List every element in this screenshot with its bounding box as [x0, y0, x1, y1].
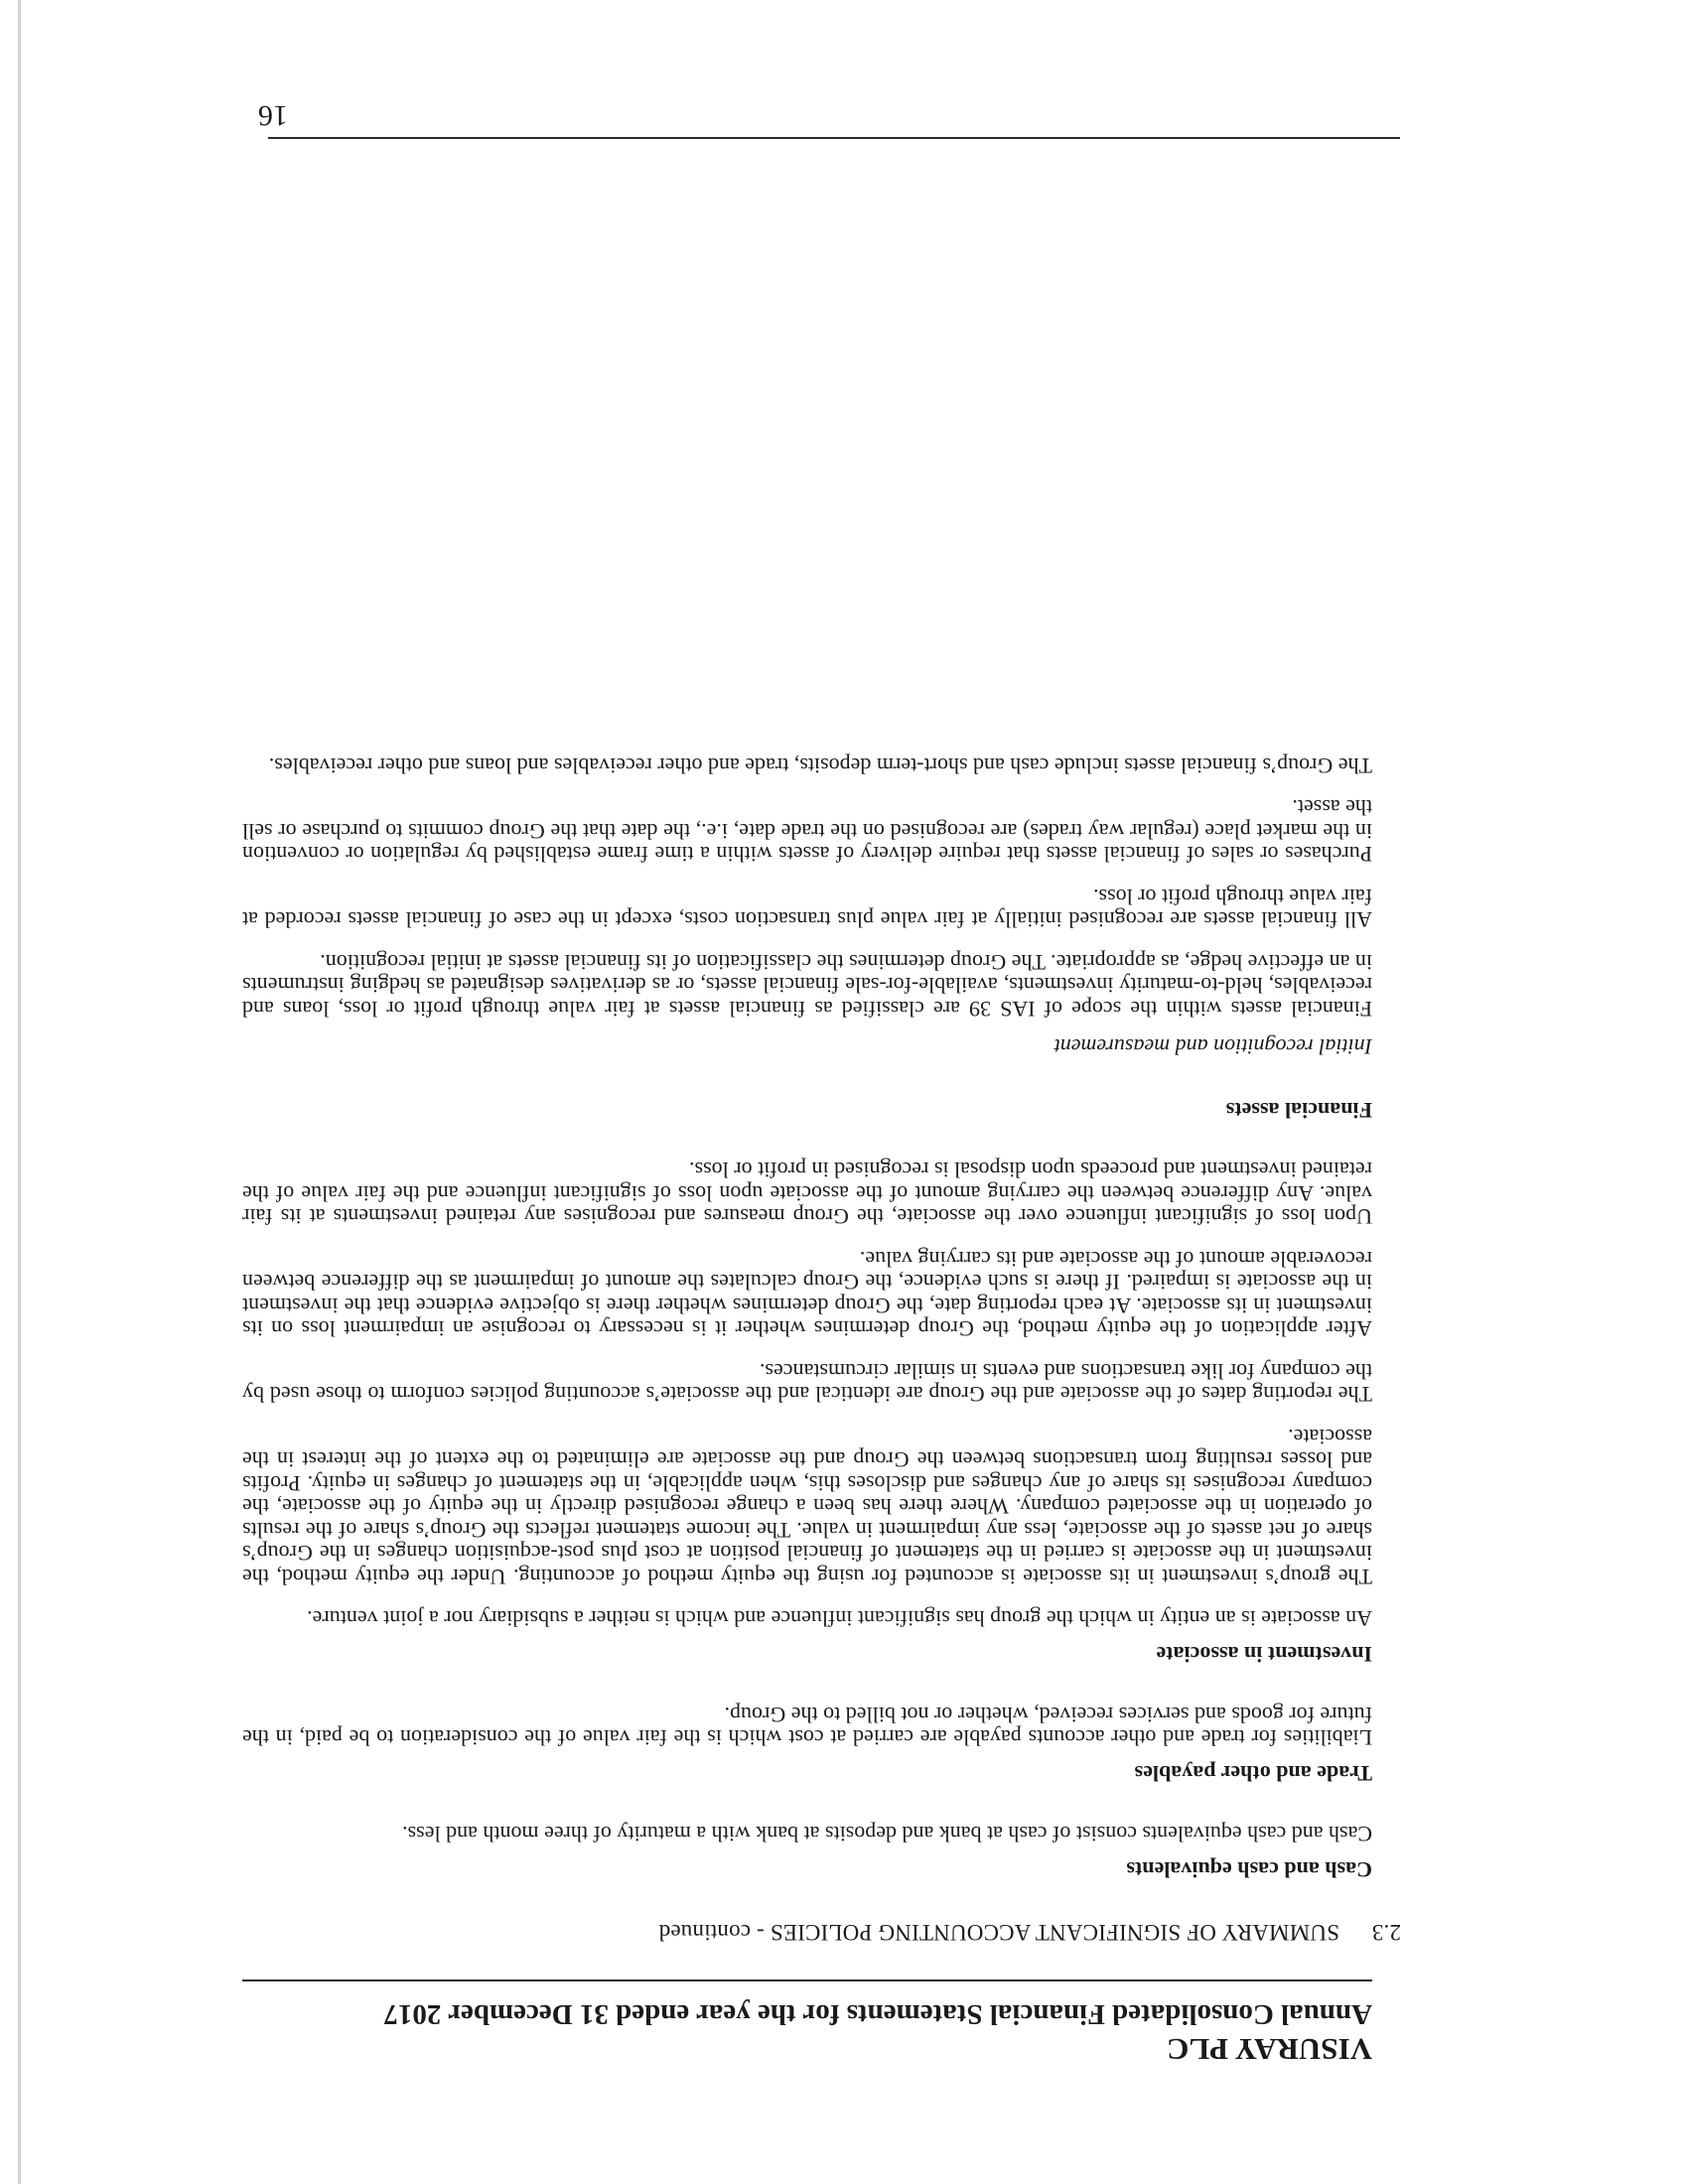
paragraph: The Group’s financial assets include cash and short-term deposits, trade and other receivables and loans and other receivables. — [268, 753, 1372, 778]
company-name: VISURAY PLC — [1167, 2032, 1372, 2067]
paragraph: Upon loss of significant influence over the associate, the Group measures and recognises any retained investments at its fair value. Any difference between the carrying amount of the associate upon loss of significant influence and the fair value of the retained investment and proceeds upon disposal is recognised in profit or loss. — [242, 1158, 1372, 1230]
paragraph: Financial assets within the scope of IAS 39 are classified as financial assets at fair value through profit or loss, loans and receivables, held-to-maturity investments, available-for-sale financial assets, or as derivatives designated as hedging instruments in an effective hedge, as appropriate. The Group determines the classification of its financial assets at initial recognition. — [242, 950, 1372, 1022]
header-rule — [242, 1979, 1372, 1981]
page-number: 16 — [258, 99, 288, 132]
heading-associate: Investment in associate — [1156, 1642, 1372, 1668]
paragraph: All financial assets are recognised initially at fair value plus transaction costs, except in the case of financial assets recorded at fair value through profit or loss. — [242, 885, 1372, 933]
section-title: SUMMARY OF SIGNIFICANT ACCOUNTING POLICIES - continued — [658, 1920, 1339, 1945]
paragraph: Purchases or sales of financial assets that require delivery of assets within a time frame established by regulation or convention in the market place (regular way trades) are recognised on the trade date, i.e., the date that the Group commits to purchase or sell the asset. — [242, 795, 1372, 868]
paragraph: An associate is an entity in which the group has significant influence and which is neither a subsidiary nor a joint venture. — [307, 1606, 1372, 1632]
paragraph: Liabilities for trade and other accounts payable are carried at cost which is the fair value of the consideration to be paid, in the future for goods and services received, whether or not billed to the Group. — [242, 1703, 1372, 1751]
section-number: 2.3 — [1371, 1920, 1401, 1945]
report-title: Annual Consolidated Financial Statements for the year ended 31 December 2017 — [383, 1998, 1372, 2030]
page-content — [242, 736, 1401, 2068]
section-heading — [242, 1918, 1401, 1946]
heading-cash: Cash and cash equivalents — [1126, 1857, 1372, 1882]
paragraph: The group’s investment in its associate is accounted for using the equity method of accounting. Under the equity method, the investment in the associate is carried in the statement of financial position at cost plus post-acquisition changes in the Group’s share of net assets of the associate, less any impairment in value. The income statement reflects the Group’s share of the results of operation in the associated company. Where there has been a change recognised directly in the equity of the associate, the company recognises its share of any changes and discloses this, when applicable, in the statement of changes in equity. Profits and losses resulting from transactions between the Group and the associate are eliminated to the extent of the interest in the associate. — [242, 1425, 1372, 1589]
paragraph: After application of the equity method, the Group determines whether it is necessary to recognise an impairment loss on its investment in its associate. At each reporting date, the Group determines whether there is objective evidence that the investment in the associate is impaired. If there is such evidence, the Group calculates the amount of impairment as the difference between recoverable amount of the associate and its carrying value. — [242, 1247, 1372, 1342]
heading-payables: Trade and other payables — [1134, 1761, 1372, 1787]
footer-rule — [268, 137, 1400, 139]
heading-financial-assets: Financial assets — [1225, 1098, 1372, 1123]
paragraph: Cash and cash equivalents consist of cash at bank and deposits at bank with a maturity of three month and less. — [402, 1822, 1372, 1846]
subheading-initial-recognition: Initial recognition and measurement — [1054, 1034, 1372, 1059]
paragraph: The reporting dates of the associate and the Group are identical and the associate’s accounting policies conform to those used by the company for like transactions and events in similar circumstances. — [242, 1359, 1372, 1408]
